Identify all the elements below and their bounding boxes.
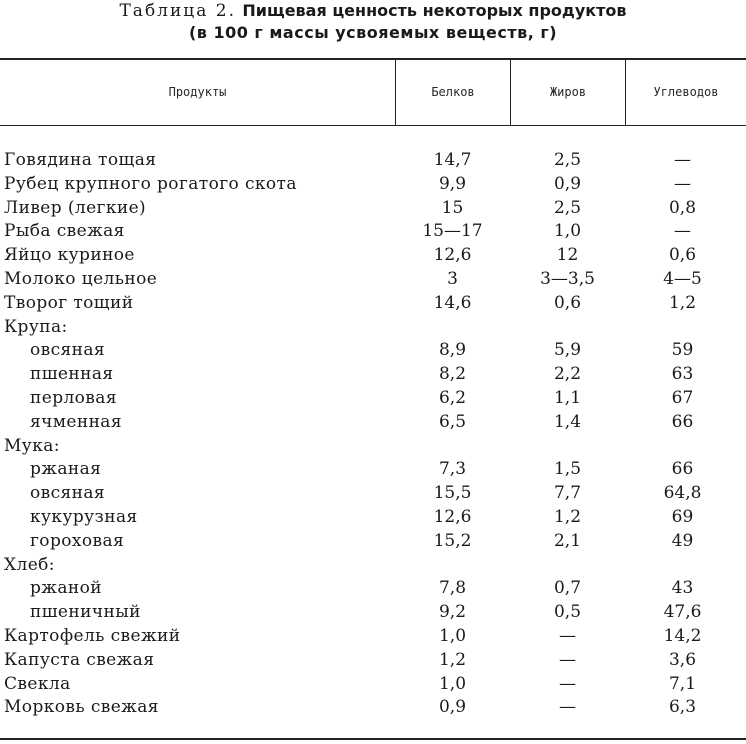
product-name: гороховая [30,530,125,551]
protein-value: 3 [447,268,458,289]
carbs-value: 0,8 [668,197,697,218]
table-row [0,244,746,268]
protein-value: 12,6 [433,506,472,527]
table-row [0,220,746,244]
product-name: Крупа: [4,316,68,337]
table-subtitle: (в 100 г массы усвояемых веществ, г) [188,23,558,42]
table-row [0,625,746,649]
table-row [0,696,746,720]
fat-value: 2,5 [553,197,582,218]
carbs-value: — [674,221,691,242]
protein-value: 7,3 [438,459,467,480]
table-row [0,482,746,506]
protein-value: 15 [441,197,464,218]
product-name: Морковь свежая [4,697,159,718]
protein-value: 0,9 [438,697,467,718]
fat-value: 2,1 [553,530,582,551]
fat-value: — [559,625,576,646]
carbs-value: — [674,173,691,194]
carbs-value: 63 [671,364,694,385]
protein-value: 15,2 [433,530,472,551]
protein-value: 9,2 [438,602,467,623]
fat-value: 3—3,5 [540,268,595,289]
product-name: пшеничный [30,602,141,623]
table-row [0,339,746,363]
carbs-value: 66 [671,459,694,480]
product-name: перловая [30,387,117,408]
table-row [0,292,746,316]
fat-value: — [559,673,576,694]
protein-value: 1,2 [438,649,467,670]
table-title: Пищевая ценность некоторых продуктов [242,1,627,20]
header-bottom-rule [0,125,746,126]
product-name: Мука: [4,435,60,456]
protein-value: 1,0 [438,673,467,694]
header-protein: Белков [431,84,475,99]
carbs-value: 49 [671,530,694,551]
fat-value: 1,1 [553,387,582,408]
protein-value: 7,8 [438,578,467,599]
header-product: Продукты [168,84,227,99]
fat-value: 1,4 [553,411,582,432]
fat-value: 0,7 [553,578,582,599]
product-name: ячменная [30,411,122,432]
carbs-value: 69 [671,506,694,527]
fat-value: 5,9 [553,340,582,361]
product-name: Молоко цельное [4,268,158,289]
table-row [0,173,746,197]
table-row [0,268,746,292]
protein-value: 1,0 [438,625,467,646]
product-name: Творог тощий [4,292,134,313]
table-row [0,506,746,530]
protein-value: 14,6 [433,292,472,313]
table-row [0,149,746,173]
protein-value: 12,6 [433,245,472,266]
fat-value: 2,5 [553,150,582,170]
carbs-value: 67 [671,387,694,408]
product-name: кукурузная [30,506,138,527]
carbs-value: 3,6 [668,649,697,670]
carbs-value: — [674,150,691,170]
protein-value: 8,2 [438,364,467,385]
header-carbs: Углеводов [653,84,719,99]
table-row [0,387,746,411]
protein-value: 6,2 [438,387,467,408]
table-bottom-rule [0,738,746,740]
fat-value: 12 [556,245,579,266]
fat-value: 0,6 [553,292,582,313]
product-name: Яйцо куриное [4,245,135,266]
product-name: овсяная [30,483,106,504]
protein-value: 15,5 [433,483,472,504]
table-row [0,649,746,673]
carbs-value: 47,6 [663,602,702,623]
fat-value: 1,2 [553,506,582,527]
fat-value: — [559,697,576,718]
carbs-value: 66 [671,411,694,432]
fat-value: 2,2 [553,364,582,385]
table-body [0,149,746,720]
fat-value: — [559,649,576,670]
table-row [0,435,746,459]
protein-value: 9,9 [438,173,467,194]
fat-value: 1,5 [553,459,582,480]
table-row [0,577,746,601]
fat-value: 0,9 [553,173,582,194]
protein-value: 15—17 [422,221,483,242]
protein-value: 6,5 [438,411,467,432]
product-name: Рыба свежая [4,221,125,242]
table-row [0,673,746,697]
carbs-value: 43 [671,578,694,599]
product-name: Ливер (легкие) [4,197,147,218]
carbs-value: 7,1 [668,673,697,694]
fat-value: 1,0 [553,221,582,242]
carbs-value: 14,2 [663,625,702,646]
product-name: Картофель свежий [4,625,181,646]
carbs-value: 64,8 [663,483,702,504]
table-row [0,601,746,625]
product-name: пшенная [30,364,114,385]
table-row [0,554,746,578]
fat-value: 0,5 [553,602,582,623]
product-name: Хлеб: [4,554,55,575]
table-row [0,316,746,340]
caption-title-line [0,0,746,22]
carbs-value: 1,2 [668,292,697,313]
product-name: Капуста свежая [4,649,155,670]
table-row [0,363,746,387]
table-row [0,411,746,435]
carbs-value: 6,3 [668,697,697,718]
carbs-value: 4—5 [663,268,702,289]
carbs-value: 59 [671,340,694,361]
product-name: ржаная [30,459,102,480]
carbs-value: 0,6 [668,245,697,266]
product-name: Рубец крупного рогатого скота [4,173,297,194]
product-name: овсяная [30,340,106,361]
table-row [0,458,746,482]
header-fat: Жиров [549,84,587,99]
table-row [0,530,746,554]
protein-value: 8,9 [438,340,467,361]
product-name: Свекла [4,673,71,694]
fat-value: 7,7 [553,483,582,504]
table-label: Таблица 2. [119,1,236,21]
protein-value: 14,7 [433,150,472,170]
table-row [0,197,746,221]
product-name: ржаной [30,578,102,599]
product-name: Говядина тощая [4,150,157,170]
table-caption [0,0,746,44]
